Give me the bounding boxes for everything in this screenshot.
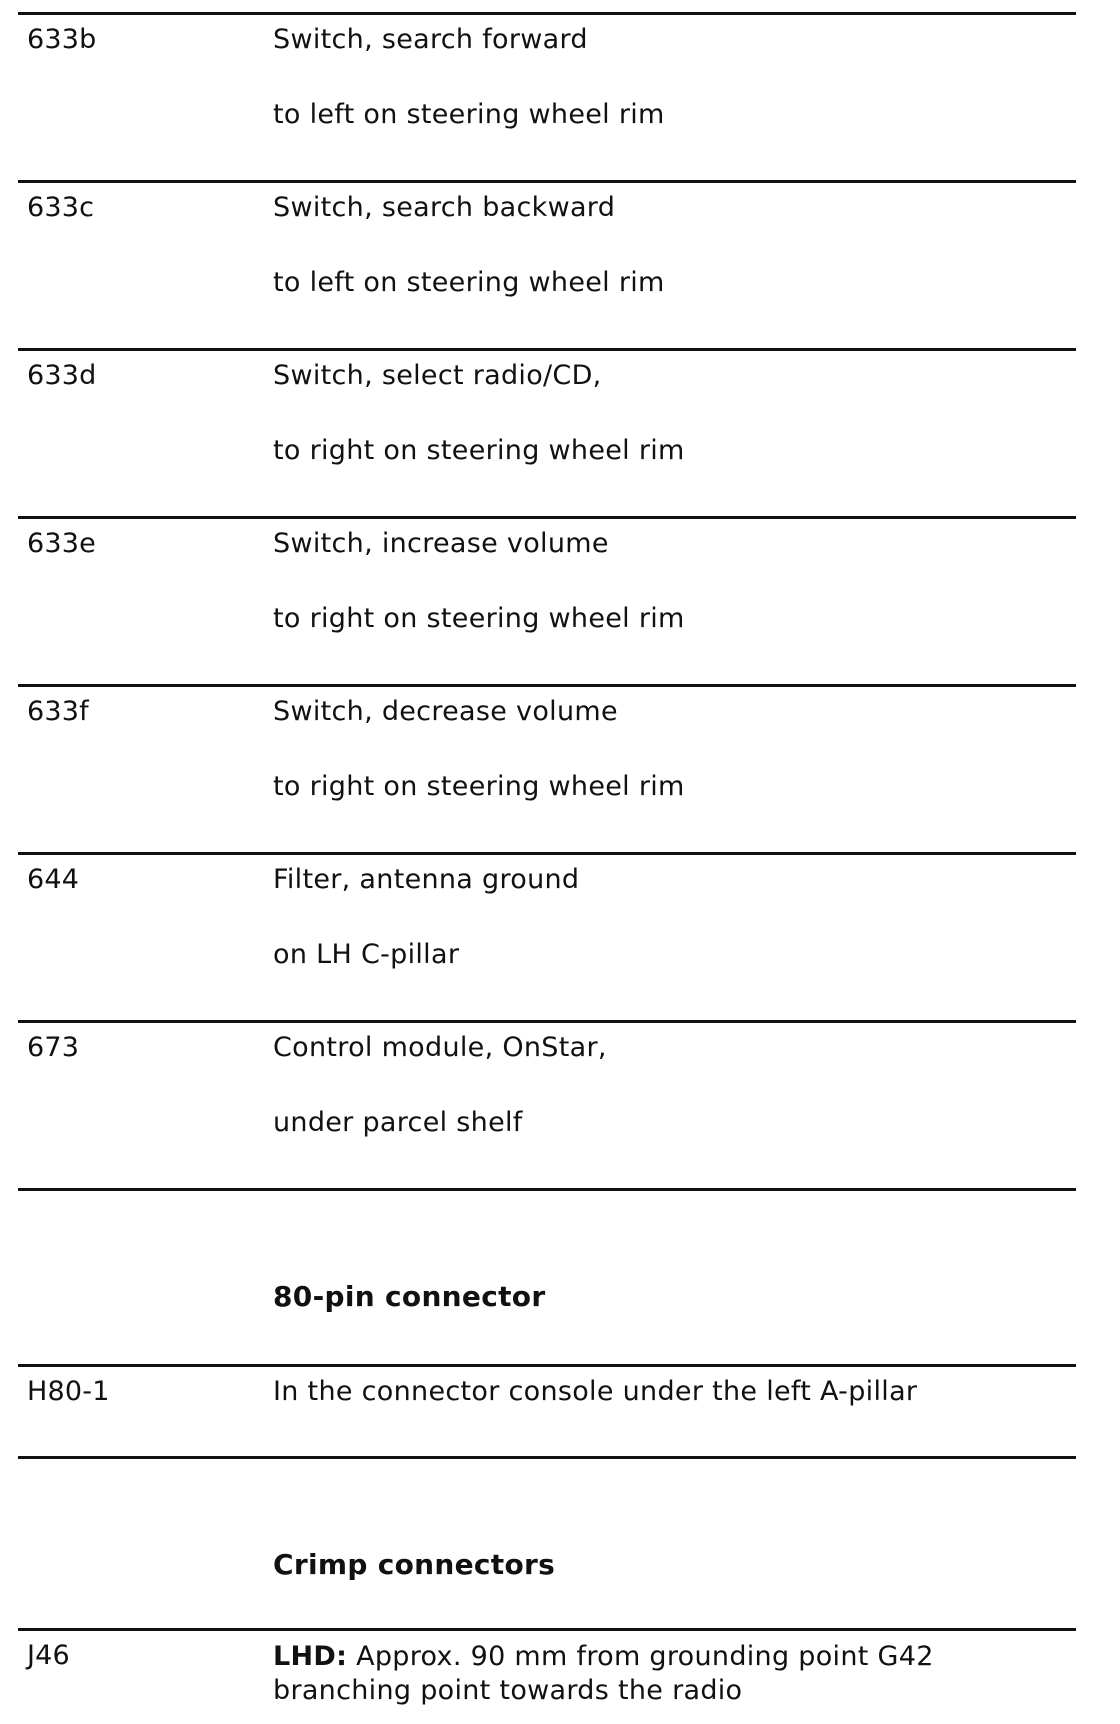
component-description: Switch, increase volume: [273, 528, 609, 559]
component-location: to left on steering wheel rim: [273, 267, 665, 298]
component-location: to left on steering wheel rim: [273, 99, 665, 130]
table-rule: [18, 1364, 1076, 1367]
connector-description: [273, 1640, 934, 1708]
component-description: Switch, search forward: [273, 24, 588, 55]
component-code: 633c: [27, 192, 95, 223]
component-location: under parcel shelf: [273, 1107, 523, 1138]
table-rule: [18, 1628, 1076, 1631]
connector-code: H80-1: [27, 1376, 110, 1407]
section-heading-crimp-connectors: Crimp connectors: [273, 1548, 556, 1581]
table-rule: [18, 348, 1076, 351]
component-code: 633d: [27, 360, 97, 391]
component-description: Switch, select radio/CD,: [273, 360, 602, 391]
table-rule: [18, 516, 1076, 519]
component-description: Switch, decrease volume: [273, 696, 618, 727]
component-code: 633f: [27, 696, 89, 727]
connector-description-text: Approx. 90 mm from grounding point G42: [347, 1641, 934, 1672]
component-location: to right on steering wheel rim: [273, 771, 685, 802]
table-rule: [18, 180, 1076, 183]
section-heading-80-pin-connector: 80-pin connector: [273, 1280, 546, 1313]
component-description: Filter, antenna ground: [273, 864, 580, 895]
component-description: Switch, search backward: [273, 192, 616, 223]
table-rule: [18, 684, 1076, 687]
table-rule: [18, 1188, 1076, 1191]
table-rule: [18, 12, 1076, 15]
connector-description: In the connector console under the left A-pillar: [273, 1376, 918, 1407]
component-location: to right on steering wheel rim: [273, 603, 685, 634]
lhd-label: LHD:: [273, 1641, 348, 1672]
component-code: 673: [27, 1032, 80, 1063]
component-code: 633b: [27, 24, 97, 55]
connector-description-line-1: [273, 1640, 934, 1674]
table-rule: [18, 852, 1076, 855]
component-location: on LH C-pillar: [273, 939, 460, 970]
connector-description-line-2: branching point towards the radio: [273, 1675, 743, 1706]
component-code: 644: [27, 864, 80, 895]
table-rule: [18, 1456, 1076, 1459]
component-description: Control module, OnStar,: [273, 1032, 607, 1063]
connector-code: J46: [27, 1640, 70, 1671]
component-code: 633e: [27, 528, 96, 559]
table-rule: [18, 1020, 1076, 1023]
component-location: to right on steering wheel rim: [273, 435, 685, 466]
